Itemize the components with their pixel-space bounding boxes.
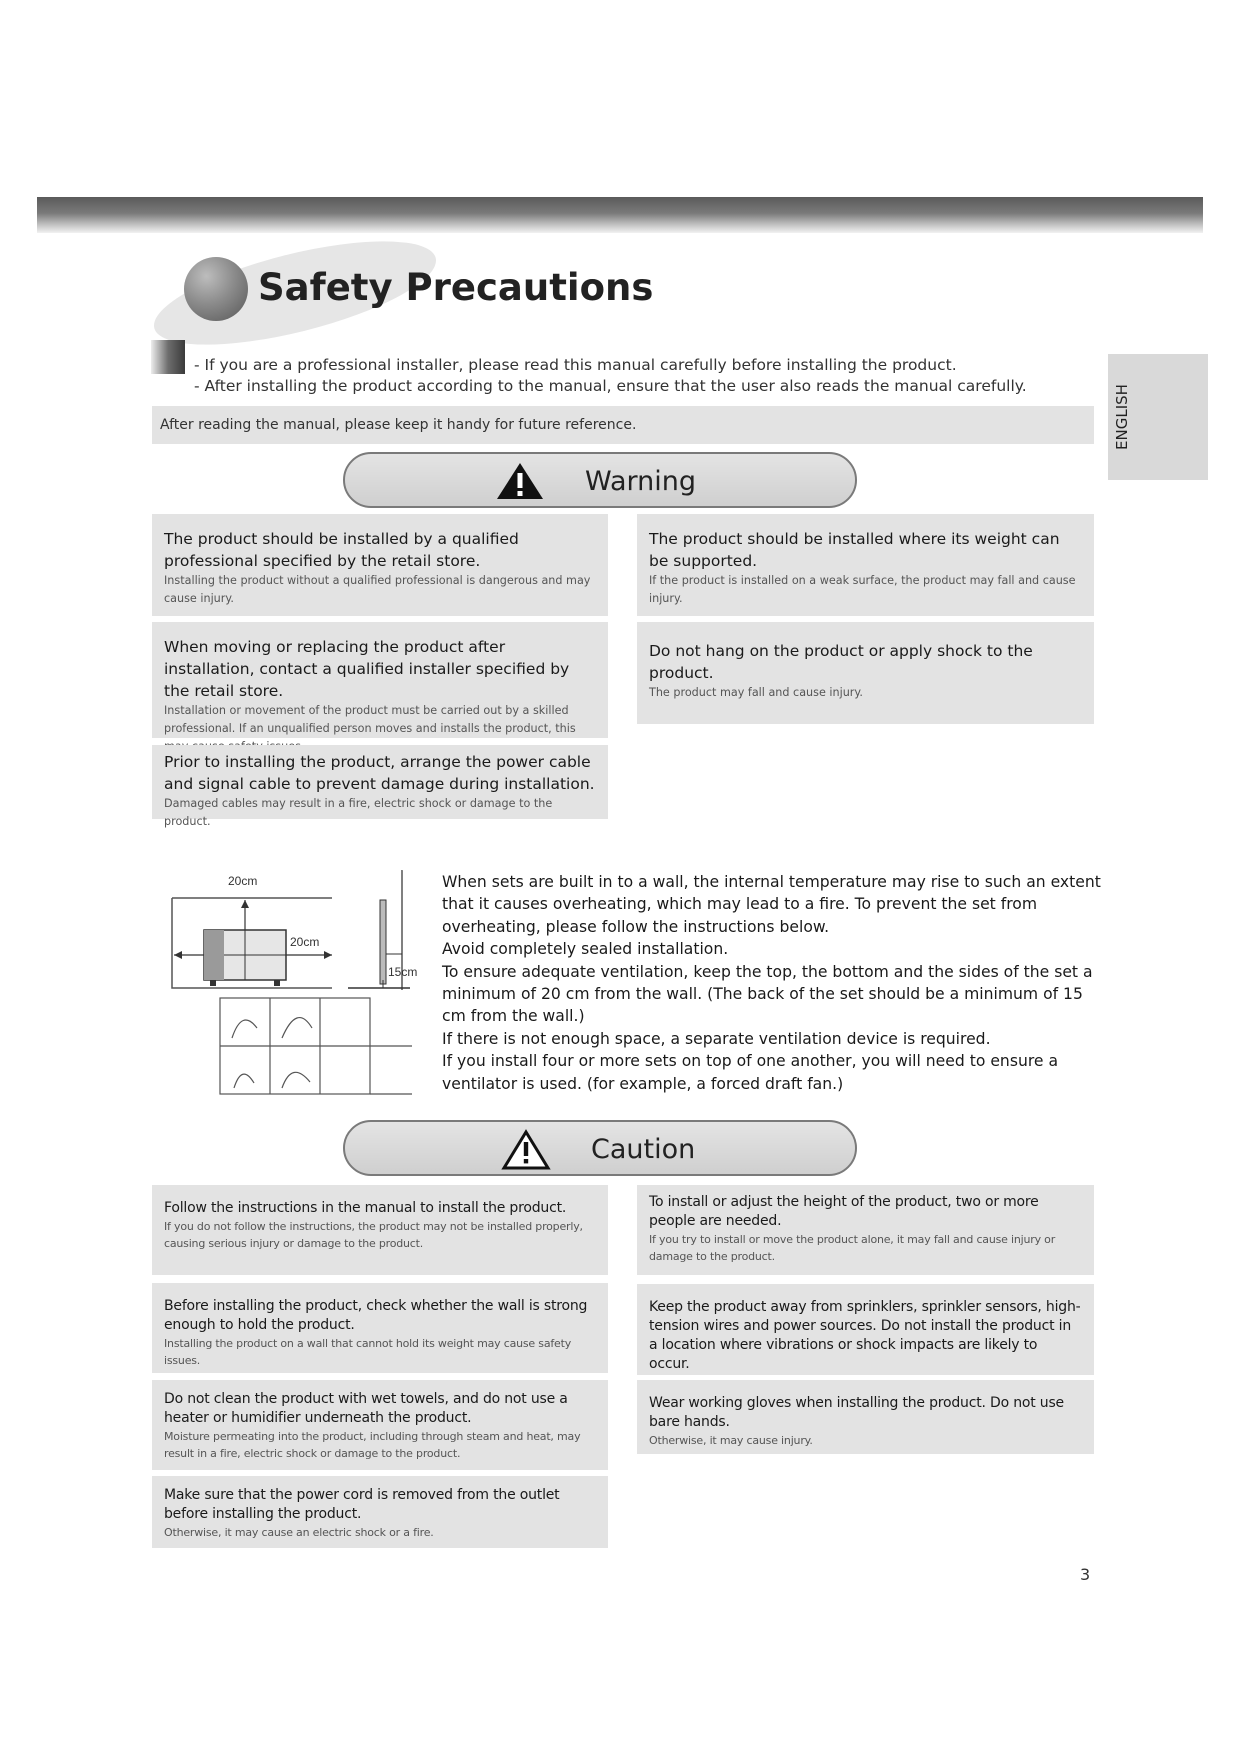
sphere-icon xyxy=(184,257,248,321)
caution-item-heading: To install or adjust the height of the product, two or more people are needed. xyxy=(649,1194,1039,1229)
ventilation-paragraph: If you install four or more sets on top of one another, you will need to ensure a ventilator is used. (for example, a forced draft fan.) xyxy=(442,1052,1058,1093)
caution-item-detail: If you do not follow the instructions, the product may not be installed properly, causing serious injury or damage to the product. xyxy=(164,1220,583,1250)
tv-side-icon xyxy=(380,900,386,984)
caution-item xyxy=(152,1283,608,1373)
warning-item xyxy=(152,745,608,828)
caution-item xyxy=(637,1284,1094,1375)
intro-marker-icon xyxy=(151,340,185,374)
warning-triangle-icon xyxy=(495,461,545,501)
warning-item-detail: Damaged cables may result in a fire, electric shock or damage to the product. xyxy=(164,797,553,828)
warning-item-heading: The product should be installed by a qualified professional specified by the retail store. xyxy=(164,530,519,570)
warning-item xyxy=(152,622,608,738)
warning-item-heading: Do not hang on the product or apply shock to the product. xyxy=(649,642,1033,682)
caution-item-heading: Before installing the product, check whether the wall is strong enough to hold the product. xyxy=(164,1298,588,1333)
intro-line: - After installing the product according to the manual, ensure that the user also reads the manual carefully. xyxy=(194,377,1027,395)
warning-item-heading: When moving or replacing the product after installation, contact a qualified installer specified by the retail store. xyxy=(164,638,570,700)
caution-banner xyxy=(343,1120,857,1176)
ventilation-paragraph: When sets are built in to a wall, the internal temperature may rise to such an extent that it causes overheating, which may lead to a fire. To prevent the set from overheating, please follow the instructions below. xyxy=(442,873,1101,936)
warning-item-detail: Installing the product without a qualified professional is dangerous and may cause injury. xyxy=(164,574,591,605)
caution-item-detail: Installing the product on a wall that cannot hold its weight may cause safety issues. xyxy=(164,1337,572,1367)
caution-item-heading: Wear working gloves when installing the product. Do not use bare hands. xyxy=(649,1395,1064,1430)
warning-banner xyxy=(343,452,857,508)
page-number: 3 xyxy=(1080,1565,1091,1584)
ventilation-paragraph: Avoid completely sealed installation. xyxy=(442,940,729,959)
caution-item-detail: Otherwise, it may cause injury. xyxy=(649,1434,813,1447)
ventilation-diagram xyxy=(162,870,432,1100)
caution-item-heading: Keep the product away from sprinklers, sprinkler sensors, high-tension wires and power sources. Do not install the product in a location where vibrations or shock impacts are likely to occur. xyxy=(649,1299,1081,1372)
warning-item xyxy=(637,514,1094,616)
caution-item-heading: Follow the instructions in the manual to install the product. xyxy=(164,1200,567,1216)
header-bar xyxy=(37,197,1203,233)
title-block xyxy=(150,240,654,340)
overheating-illustration xyxy=(220,998,412,1094)
back-clearance-label: 15cm xyxy=(388,965,418,979)
warning-item-detail: Installation or movement of the product must be carried out by a skilled professional. If an unqualified person moves and installs the product, this xyxy=(164,704,576,735)
language-tab-label: ENGLISH xyxy=(1113,384,1131,450)
caution-item-heading: Do not clean the product with wet towels, and do not use a heater or humidifier underneath the product. xyxy=(164,1391,568,1426)
caution-item-detail: Moisture permeating into the product, including through steam and heat, may result in a fire, electric shock or damage to the product. xyxy=(164,1430,581,1460)
caution-item xyxy=(637,1380,1094,1454)
caution-item xyxy=(152,1185,608,1275)
top-clearance-label: 20cm xyxy=(228,874,258,888)
warning-item xyxy=(637,622,1094,724)
caution-triangle-icon xyxy=(501,1129,551,1171)
intro-line: - If you are a professional installer, please read this manual carefully before installing the product. xyxy=(194,356,957,374)
warning-item xyxy=(152,514,608,616)
caution-label: Caution xyxy=(591,1134,696,1165)
warning-label: Warning xyxy=(585,466,697,497)
page-title: Safety Precautions xyxy=(258,266,654,309)
warning-item-heading: Prior to installing the product, arrange the power cable and signal cable to prevent damage during installation. xyxy=(164,753,595,793)
caution-item xyxy=(152,1476,608,1548)
ventilation-instructions xyxy=(442,871,1102,1095)
ventilation-paragraph: If there is not enough space, a separate ventilation device is required. xyxy=(442,1029,991,1048)
warning-item-detail: If the product is installed on a weak surface, the product may fall and cause injury. xyxy=(649,574,1076,605)
side-clearance-label: 20cm xyxy=(290,935,320,949)
warning-item-heading: The product should be installed where its weight can be supported. xyxy=(649,530,1060,570)
caution-item-detail: Otherwise, it may cause an electric shock or a fire. xyxy=(164,1526,434,1539)
ventilation-paragraph: To ensure adequate ventilation, keep the top, the bottom and the sides of the set a minimum of 20 cm from the wall. (The back of the set should be a minimum of 15 cm from the wall.) xyxy=(442,962,1093,1026)
caution-item-detail: If you try to install or move the product alone, it may fall and cause injury or damage to the product. xyxy=(649,1233,1056,1263)
caution-item-heading: Make sure that the power cord is removed from the outlet before installing the product. xyxy=(164,1487,560,1522)
keep-note: After reading the manual, please keep it handy for future reference. xyxy=(152,406,1094,444)
caution-item xyxy=(637,1185,1094,1275)
warning-item-detail: The product may fall and cause injury. xyxy=(649,686,863,699)
caution-item xyxy=(152,1380,608,1470)
intro-text xyxy=(194,355,1027,397)
language-tab xyxy=(1108,354,1208,480)
